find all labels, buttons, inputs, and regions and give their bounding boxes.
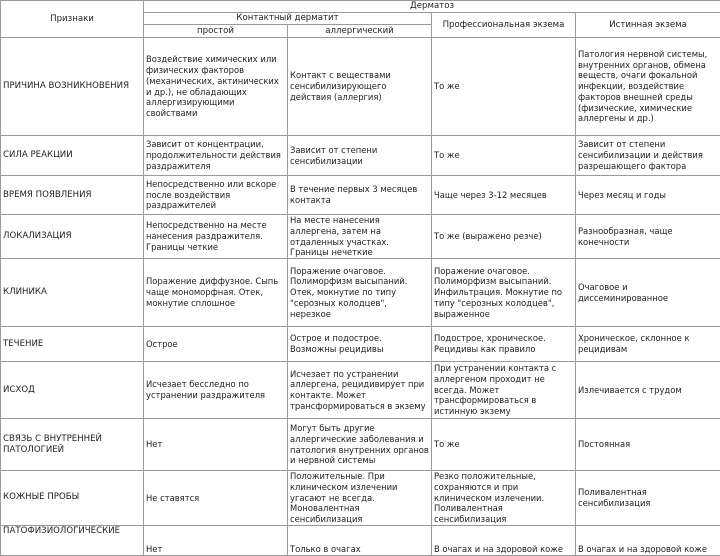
cell-allergic: Зависит от степени сенсибилизации bbox=[288, 136, 432, 176]
table-row bbox=[1, 362, 720, 419]
cell-allergic: Только в очагах bbox=[288, 525, 432, 555]
cell-professional: То же bbox=[432, 136, 576, 176]
cell-professional: То же bbox=[432, 419, 576, 471]
row-sign: СВЯЗЬ С ВНУТРЕННЕЙ ПАТОЛОГИЕЙ bbox=[1, 419, 144, 471]
cell-professional: Подострое, хроническое. Рецидивы как правило bbox=[432, 327, 576, 362]
table-row bbox=[1, 215, 720, 259]
header-dermatoses: Дерматоз bbox=[144, 1, 720, 13]
header-professional-eczema: Профессиональная экзема bbox=[432, 13, 576, 38]
cell-simple: Поражение диффузное. Сыпь чаще мономорфная. Отек, мокнутие сплошное bbox=[144, 259, 288, 327]
table-row bbox=[1, 419, 720, 471]
table-row bbox=[1, 38, 720, 136]
cell-simple: Непосредственно на месте нанесения раздражителя. Границы четкие bbox=[144, 215, 288, 259]
cell-simple: Нет bbox=[144, 525, 288, 555]
row-sign: СИЛА РЕАКЦИИ bbox=[1, 136, 144, 176]
table-row bbox=[1, 259, 720, 327]
cell-simple: Воздействие химических или физических факторов (механических, актинических и др.), не обладающих аллергизирующими свойствами bbox=[144, 38, 288, 136]
cell-simple: Зависит от концентрации, продолжительности действия раздражителя bbox=[144, 136, 288, 176]
row-sign: ПРИЧИНА ВОЗНИКНОВЕНИЯ bbox=[1, 38, 144, 136]
row-sign: ТЕЧЕНИЕ bbox=[1, 327, 144, 362]
row-sign: КОЖНЫЕ ПРОБЫ bbox=[1, 471, 144, 526]
cell-allergic: Могут быть другие аллергические заболевания и патология внутренних органов и нервной системы bbox=[288, 419, 432, 471]
header-contact-dermatitis: Контактный дерматит bbox=[144, 13, 432, 25]
row-sign: ВРЕМЯ ПОЯВЛЕНИЯ bbox=[1, 176, 144, 215]
table-row bbox=[1, 525, 720, 555]
cell-true: Разнообразная, чаще конечности bbox=[576, 215, 720, 259]
cell-allergic: В течение первых 3 месяцев контакта bbox=[288, 176, 432, 215]
cell-allergic: Положительные. При клиническом излечении угасают не всегда. Моновалентная сенсибилизация bbox=[288, 471, 432, 526]
cell-true: Поливалентная сенсибилизация bbox=[576, 471, 720, 526]
cell-professional: То же bbox=[432, 38, 576, 136]
header-allergic: аллергический bbox=[288, 25, 432, 38]
cell-simple: Острое bbox=[144, 327, 288, 362]
cell-true: Хроническое, склонное к рецидивам bbox=[576, 327, 720, 362]
cell-true: В очагах и на здоровой коже bbox=[576, 525, 720, 555]
header-simple: простой bbox=[144, 25, 288, 38]
cell-true: Постоянная bbox=[576, 419, 720, 471]
header-true-eczema: Истинная экзема bbox=[576, 13, 720, 38]
table-row bbox=[1, 471, 720, 526]
row-sign: ЛОКАЛИЗАЦИЯ bbox=[1, 215, 144, 259]
cell-allergic: Поражение очаговое. Полиморфизм высыпаний. Отек, мокнутие по типу "серозных колодцев", нерезкое bbox=[288, 259, 432, 327]
cell-true: Излечивается с трудом bbox=[576, 362, 720, 419]
header-signs: Признаки bbox=[1, 1, 144, 38]
row-sign: ПАТОФИЗИОЛОГИЧЕСКИЕ bbox=[1, 525, 144, 555]
cell-allergic: Исчезает по устранении аллергена, рецидивирует при контакте. Может трансформироваться в экзему bbox=[288, 362, 432, 419]
cell-professional: При устранении контакта с аллергеном проходит не всегда. Может трансформироваться в истинную экзему bbox=[432, 362, 576, 419]
cell-true: Очаговое и диссеминированное bbox=[576, 259, 720, 327]
cell-professional: То же (выражено резче) bbox=[432, 215, 576, 259]
cell-true: Зависит от степени сенсибилизации и действия разрешающего фактора bbox=[576, 136, 720, 176]
cell-professional: В очагах и на здоровой коже bbox=[432, 525, 576, 555]
cell-professional: Поражение очаговое. Полиморфизм высыпаний. Инфильтрация. Мокнутие по типу "серозных колодцев", выраженное bbox=[432, 259, 576, 327]
cell-simple: Исчезает бесследно по устранении раздражителя bbox=[144, 362, 288, 419]
cell-allergic: Контакт с веществами сенсибилизирующего действия (аллергия) bbox=[288, 38, 432, 136]
table-row bbox=[1, 327, 720, 362]
row-sign: КЛИНИКА bbox=[1, 259, 144, 327]
cell-allergic: На месте нанесения аллергена, затем на отдаленных участках. Границы нечеткие bbox=[288, 215, 432, 259]
cell-true: Патология нервной системы, внутренних органов, обмена веществ, очаги фокальной инфекции, воздействие факторов внешней среды (физические, химические аллергены и др.) bbox=[576, 38, 720, 136]
cell-true: Через месяц и годы bbox=[576, 176, 720, 215]
cell-professional: Чаще через 3-12 месяцев bbox=[432, 176, 576, 215]
cell-simple: Нет bbox=[144, 419, 288, 471]
cell-simple: Не ставятся bbox=[144, 471, 288, 526]
table-row bbox=[1, 136, 720, 176]
table-row bbox=[1, 176, 720, 215]
header-row-1 bbox=[1, 1, 720, 13]
row-sign: ИСХОД bbox=[1, 362, 144, 419]
cell-simple: Непосредственно или вскоре после воздействия раздражителей bbox=[144, 176, 288, 215]
cell-allergic: Острое и подострое. Возможны рецидивы bbox=[288, 327, 432, 362]
cell-professional: Резко положительные, сохраняются и при клиническом излечении. Поливалентная сенсибилизация bbox=[432, 471, 576, 526]
